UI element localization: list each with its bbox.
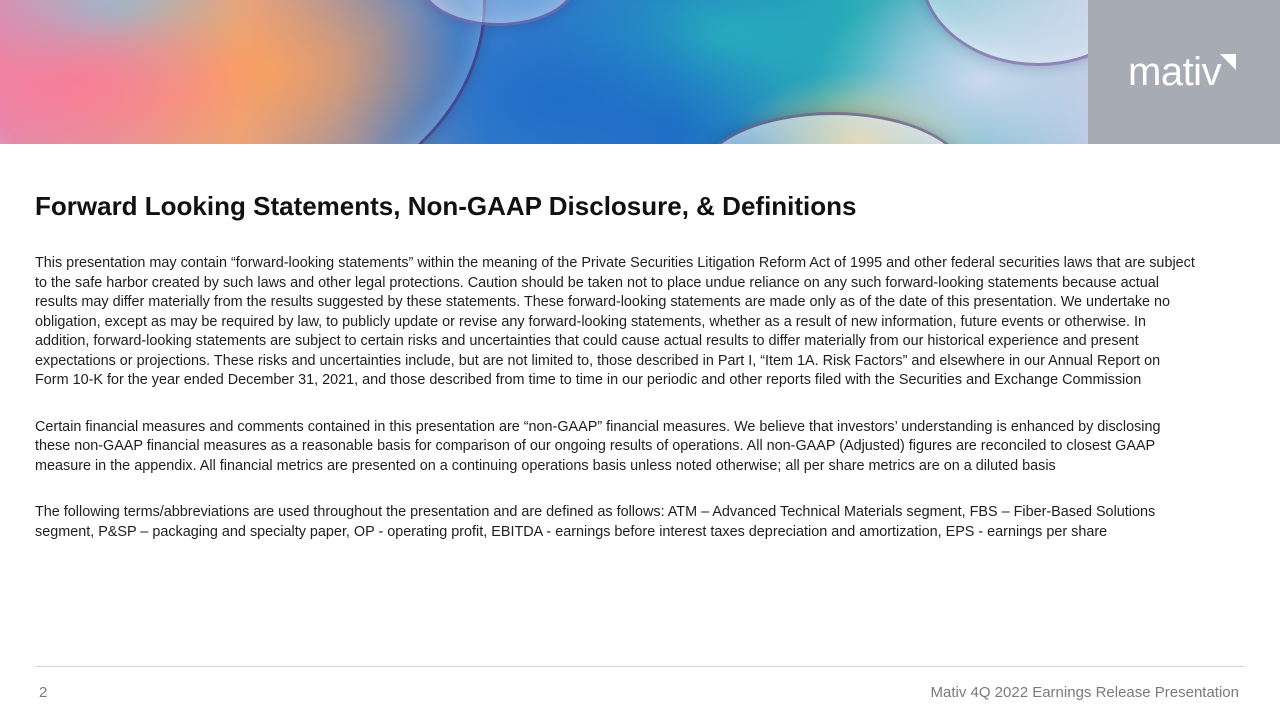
slide-body: [35, 254, 1195, 542]
footer-presentation-title: Mativ 4Q 2022 Earnings Release Presentation: [930, 684, 1239, 701]
company-logo: mativ: [1128, 50, 1222, 94]
logo-mark-icon: [1220, 54, 1236, 70]
forward-looking-paragraph: This presentation may contain “forward-looking statements” within the meaning of the Private Securities Litigation Reform Act of 1995 and other federal securities laws that are subject to the safe harbor created by such laws and other legal protections. Caution should be taken not to place undue reliance on any such forward-looking statements because actual results may differ materially from the results suggested by these statements. These forward-looking statements are made only as of the date of this presentation. We undertake no obligation, except as may be required by law, to publicly update or revise any forward-looking statements, whether as a result of new information, future events or otherwise. In addition, forward-looking statements are subject to certain risks and uncertainties that could cause actual results to differ materially from our historical experience and present expectations or projections. These risks and uncertainties include, but are not limited to, those described in Part I, “Item 1A. Risk Factors” and elsewhere in our Annual Report on Form 10-K for the year ended December 31, 2021, and those described from time to time in our periodic and other reports filed with the Securities and Exchange Commission: [35, 255, 1195, 388]
footer-divider: [35, 666, 1245, 667]
header-banner-image: [0, 0, 1088, 144]
bubble-shape: [700, 112, 966, 144]
definitions-paragraph: The following terms/abbreviations are used throughout the presentation and are defined as follows: ATM – Advanced Technical Materials segment, FBS – Fiber-Based Solutions segment, P&SP – packaging and specialty paper, OP - operating profit, EBITDA - earnings before interest taxes depreciation and amortization, EPS - earnings per share: [35, 504, 1156, 540]
slide-title: Forward Looking Statements, Non-GAAP Disclosure, & Definitions: [35, 191, 857, 221]
page-number: 2: [39, 684, 48, 701]
logo-panel: [1088, 0, 1280, 144]
bubble-shape: [920, 0, 1088, 66]
bubble-shape: [0, 0, 486, 144]
non-gaap-paragraph: Certain financial measures and comments contained in this presentation are “non-GAAP” financial measures. We believe that investors’ understanding is enhanced by disclosing these non-GAAP financial measures as a reasonable basis for comparison of our ongoing results of operations. All non-GAAP (Adjusted) figures are reconciled to closest GAAP measure in the appendix. All financial metrics are presented on a continuing operations basis unless noted otherwise; all per share metrics are on a diluted basis: [35, 418, 1161, 474]
